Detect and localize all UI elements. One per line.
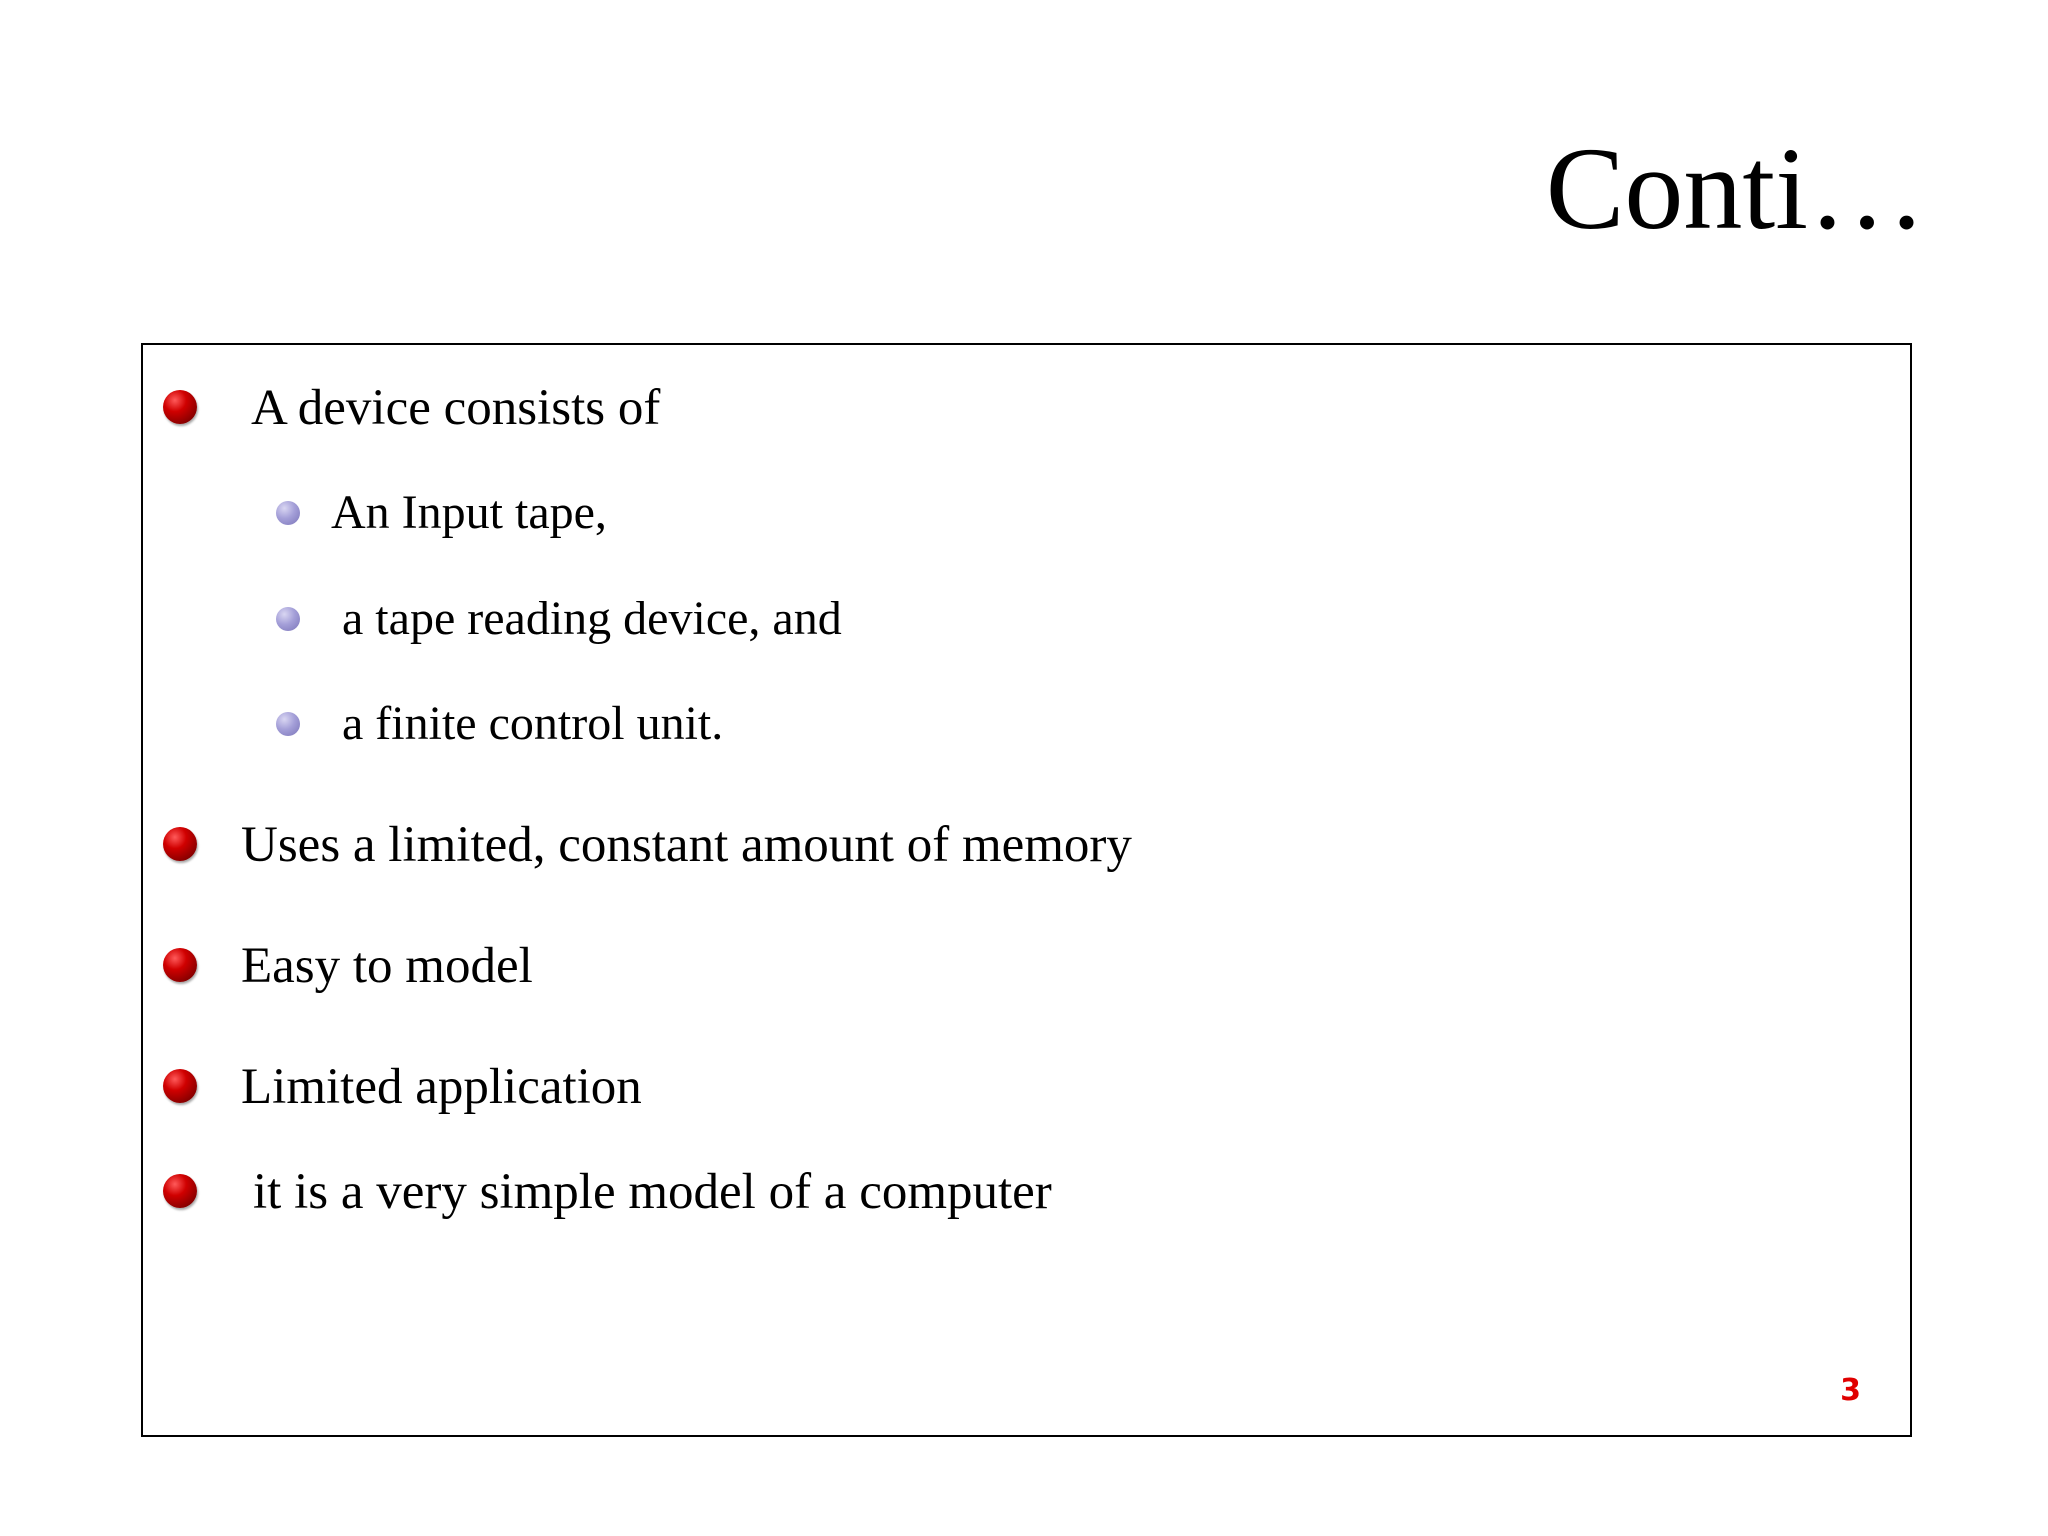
bullet-text: Easy to model [241, 938, 533, 994]
slide-title: Conti… [1545, 123, 1926, 254]
sub-bullet-icon [276, 607, 300, 631]
bullet-text: A device consists of [251, 380, 661, 436]
red-bullet-icon [163, 1069, 197, 1103]
red-bullet-icon [163, 827, 197, 861]
sub-bullet-text: a finite control unit. [342, 697, 724, 750]
sub-bullet-text: a tape reading device, and [342, 592, 842, 645]
red-bullet-icon [163, 1174, 197, 1208]
red-bullet-icon [163, 390, 197, 424]
sub-bullet-icon [276, 712, 300, 736]
page-number: 3 [1840, 1373, 1861, 1408]
bullet-text: Limited application [241, 1059, 642, 1115]
sub-bullet-icon [276, 501, 300, 525]
sub-bullet-text: An Input tape, [331, 486, 607, 539]
bullet-text: it is a very simple model of a computer [253, 1164, 1052, 1220]
red-bullet-icon [163, 948, 197, 982]
content-box [141, 343, 1912, 1437]
bullet-text: Uses a limited, constant amount of memory [241, 817, 1132, 873]
